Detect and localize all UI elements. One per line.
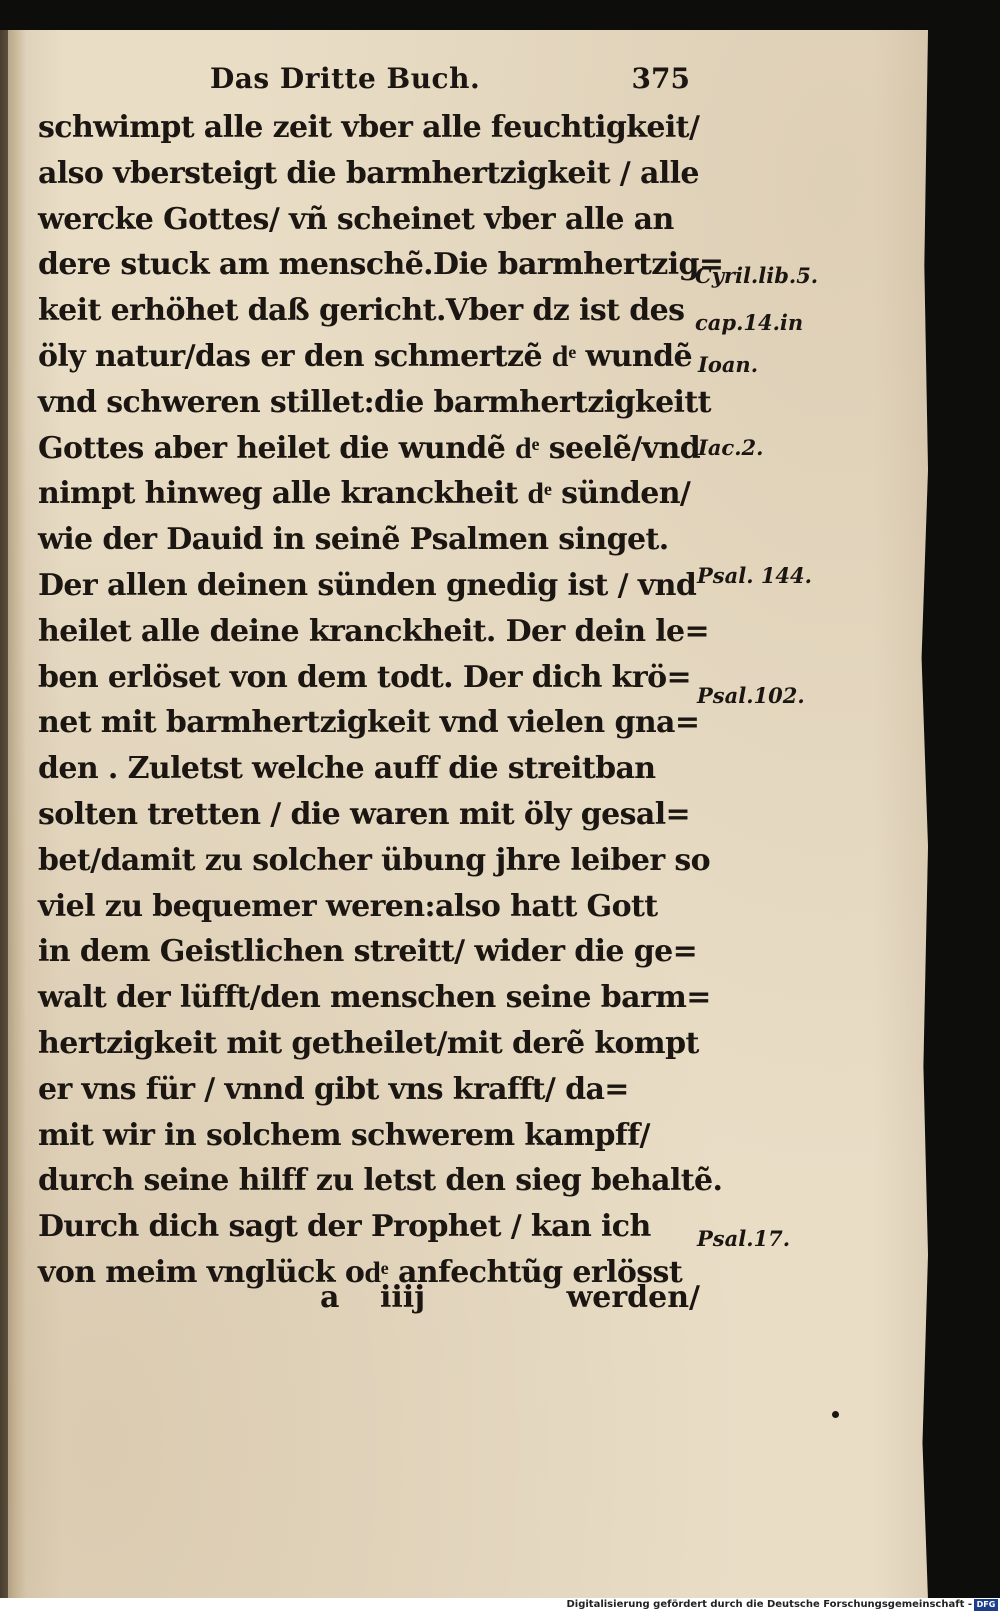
margin-note-psal144: Psal. 144.: [697, 563, 812, 588]
text-line: Der allen deinen sünden gnedig ist / vnd: [38, 567, 697, 603]
page-footer: [300, 1280, 700, 1326]
signature-mark: a: [320, 1280, 340, 1315]
text-line: öly natur/das er den schmertzẽ dͤ wundẽ: [38, 338, 693, 374]
body-text-block: [38, 105, 724, 1296]
funding-credit: Digitalisierung gefördert durch die Deutsche Forschungsgemeinschaft -: [566, 1599, 972, 1610]
text-line: von meim vnglück odͤ anfechtũg erlösst: [38, 1254, 683, 1290]
text-line: walt der lüfft/den menschen seine barm=: [38, 980, 711, 1016]
text-line: schwimpt alle zeit vber alle feuchtigkeit/: [38, 110, 700, 145]
margin-note-iac: Iac.2.: [698, 435, 764, 460]
text-line: viel zu bequemer weren:also hatt Gott: [38, 888, 658, 924]
page-number: 375: [631, 62, 690, 95]
text-line: dere stuck am menschẽ.Die barmhertzig=: [38, 247, 724, 283]
header-title: Das Dritte Buch.: [210, 62, 481, 95]
text-line: durch seine hilff zu letst den sieg behaltẽ.: [38, 1163, 723, 1199]
text-line: keit erhöhet daß gericht.Vber dz ist des: [38, 293, 685, 329]
running-header: [210, 62, 690, 102]
text-line: in dem Geistlichen streitt/ wider die ge=: [38, 934, 698, 970]
ink-dot: [832, 1411, 839, 1418]
text-line: Durch dich sagt der Prophet / kan ich: [38, 1209, 651, 1245]
text-line: wercke Gottes/ vñ scheinet vber alle an: [38, 201, 674, 237]
margin-note-cap14: cap.14.in: [695, 310, 804, 335]
dfg-logo-icon: DFG: [974, 1599, 998, 1611]
text-line: Gottes aber heilet die wundẽ dͤ seelẽ/vnd: [38, 430, 701, 466]
text-line: er vns für / vnnd gibt vns krafft/ da=: [38, 1071, 629, 1107]
text-line: bet/damit zu solcher übung jhre leiber so: [38, 842, 711, 878]
text-line: nimpt hinweg alle kranckheit dͤ sünden/: [38, 476, 691, 512]
margin-note-ioan: Ioan.: [698, 352, 759, 377]
text-line: also vbersteigt die barmhertzigkeit / alle: [38, 155, 699, 191]
text-line: heilet alle deine kranckheit. Der dein le=: [38, 613, 710, 649]
text-line: den . Zuletst welche auff die streitban: [38, 751, 656, 787]
text-line: wie der Dauid in seinẽ Psalmen singet.: [38, 522, 669, 558]
margin-note-psal102: Psal.102.: [697, 683, 805, 708]
page-binding-shadow: [0, 30, 26, 1600]
text-line: ben erlöset von dem todt. Der dich krö=: [38, 659, 692, 695]
text-line: vnd schweren stillet:die barmhertzigkeitt: [38, 384, 711, 420]
credit-bar: [0, 1598, 1000, 1612]
text-line: mit wir in solchem schwerem kampff/: [38, 1117, 650, 1153]
signature-number: iiij: [380, 1280, 426, 1315]
text-line: solten tretten / die waren mit öly gesal=: [38, 796, 691, 832]
margin-note-cyril: Cyril.lib.5.: [695, 263, 819, 288]
text-line: hertzigkeit mit getheilet/mit derẽ kompt: [38, 1025, 699, 1061]
margin-note-psal17: Psal.17.: [697, 1226, 791, 1251]
catchword: werden/: [566, 1280, 700, 1315]
text-line: net mit barmhertzigkeit vnd vielen gna=: [38, 705, 700, 741]
